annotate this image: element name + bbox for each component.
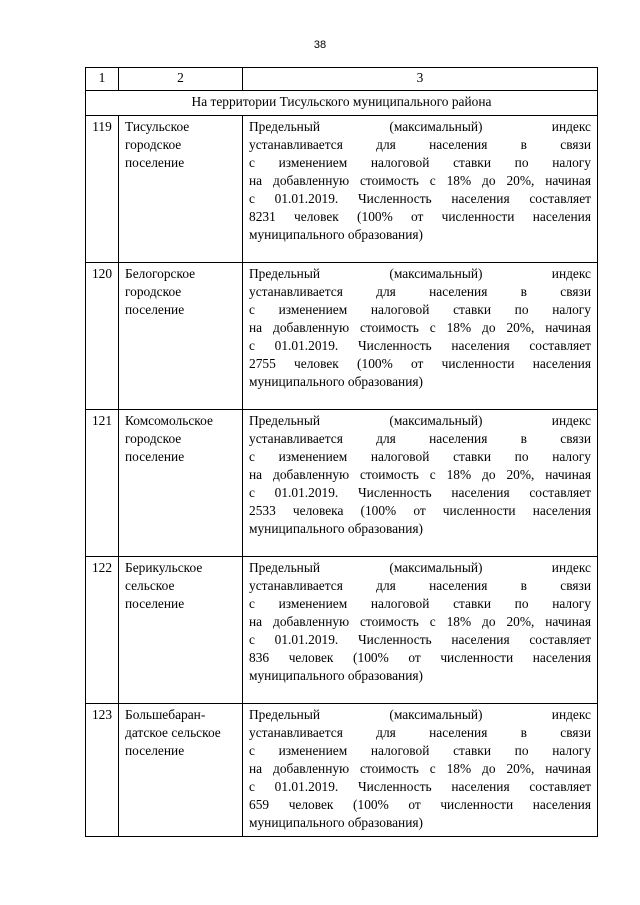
description-line: муниципального образования) xyxy=(249,227,424,242)
description-line: Предельный (максимальный) индекс xyxy=(249,560,591,575)
municipality-name-line: датское сельское xyxy=(125,725,221,740)
description-line: с изменением налоговой ставки по налогу xyxy=(249,596,591,611)
description-cell xyxy=(243,557,598,704)
municipality-name-line: Большебаран- xyxy=(125,707,206,722)
municipality-name-line: поселение xyxy=(125,449,185,464)
description-line: 659 человек (100% от численности населения xyxy=(249,797,591,812)
description-cell xyxy=(243,704,598,837)
description-line: на добавленную стоимость с 18% до 20%, начиная xyxy=(249,467,591,482)
description-line: с 01.01.2019. Численность населения составляет xyxy=(249,191,591,206)
document-table xyxy=(85,67,598,837)
municipality-name-cell xyxy=(119,557,243,704)
description-cell xyxy=(243,410,598,557)
description-line: с изменением налоговой ставки по налогу xyxy=(249,155,591,170)
description-line: на добавленную стоимость с 18% до 20%, начиная xyxy=(249,173,591,188)
description-line: на добавленную стоимость с 18% до 20%, начиная xyxy=(249,320,591,335)
municipality-name-cell xyxy=(119,704,243,837)
description-line: на добавленную стоимость с 18% до 20%, начиная xyxy=(249,761,591,776)
description-line: Предельный (максимальный) индекс xyxy=(249,119,591,134)
municipality-name-cell xyxy=(119,410,243,557)
description-line: Предельный (максимальный) индекс xyxy=(249,413,591,428)
table-row xyxy=(86,263,598,410)
description-line: 8231 человек (100% от численности населения xyxy=(249,209,591,224)
section-title: На территории Тисульского муниципального района xyxy=(86,91,598,116)
description-line: с изменением налоговой ставки по налогу xyxy=(249,743,591,758)
municipality-name-line: сельское xyxy=(125,578,175,593)
row-number-cell: 119 xyxy=(86,116,119,263)
page-number: 38 xyxy=(313,39,327,51)
municipality-name-cell xyxy=(119,263,243,410)
description-line: с изменением налоговой ставки по налогу xyxy=(249,449,591,464)
description-line: с изменением налоговой ставки по налогу xyxy=(249,302,591,317)
description-line: 836 человек (100% от численности населения xyxy=(249,650,591,665)
description-line: с 01.01.2019. Численность населения составляет xyxy=(249,779,591,794)
table-body xyxy=(86,68,598,837)
municipality-name-line: городское xyxy=(125,431,182,446)
header-cell-3: 3 xyxy=(243,68,598,91)
description-line: Предельный (максимальный) индекс xyxy=(249,266,591,281)
table-row xyxy=(86,410,598,557)
municipality-name-line: Комсомольское xyxy=(125,413,213,428)
municipality-name-line: Белогорское xyxy=(125,266,196,281)
municipality-name-line: поселение xyxy=(125,302,185,317)
table-header-row xyxy=(86,68,598,91)
row-number-cell: 120 xyxy=(86,263,119,410)
municipality-name-line: поселение xyxy=(125,155,185,170)
description-line: с 01.01.2019. Численность населения составляет xyxy=(249,632,591,647)
municipality-name-line: Берикульское xyxy=(125,560,203,575)
section-title-row xyxy=(86,91,598,116)
description-line: 2755 человек (100% от численности населения xyxy=(249,356,591,371)
description-line: 2533 человека (100% от численности населения xyxy=(249,503,591,518)
municipality-name-cell xyxy=(119,116,243,263)
municipality-name-line: поселение xyxy=(125,743,185,758)
header-cell-2: 2 xyxy=(119,68,243,91)
municipality-name-line: городское xyxy=(125,284,182,299)
description-line: муниципального образования) xyxy=(249,374,424,389)
description-cell xyxy=(243,116,598,263)
municipality-name-line: Тисульское xyxy=(125,119,190,134)
description-line: муниципального образования) xyxy=(249,815,424,830)
description-line: муниципального образования) xyxy=(249,521,424,536)
table-row xyxy=(86,116,598,263)
table-row xyxy=(86,704,598,837)
row-number-cell: 121 xyxy=(86,410,119,557)
description-line: с 01.01.2019. Численность населения составляет xyxy=(249,338,591,353)
row-number-cell: 123 xyxy=(86,704,119,837)
description-line: устанавливается для населения в связи xyxy=(249,431,591,446)
municipality-name-line: поселение xyxy=(125,596,185,611)
table-row xyxy=(86,557,598,704)
municipality-name-line: городское xyxy=(125,137,182,152)
description-line: на добавленную стоимость с 18% до 20%, начиная xyxy=(249,614,591,629)
description-line: устанавливается для населения в связи xyxy=(249,578,591,593)
description-cell xyxy=(243,263,598,410)
description-line: муниципального образования) xyxy=(249,668,424,683)
row-number-cell: 122 xyxy=(86,557,119,704)
description-line: Предельный (максимальный) индекс xyxy=(249,707,591,722)
description-line: устанавливается для населения в связи xyxy=(249,137,591,152)
description-line: устанавливается для населения в связи xyxy=(249,284,591,299)
description-line: с 01.01.2019. Численность населения составляет xyxy=(249,485,591,500)
description-line: устанавливается для населения в связи xyxy=(249,725,591,740)
header-cell-1: 1 xyxy=(86,68,119,91)
